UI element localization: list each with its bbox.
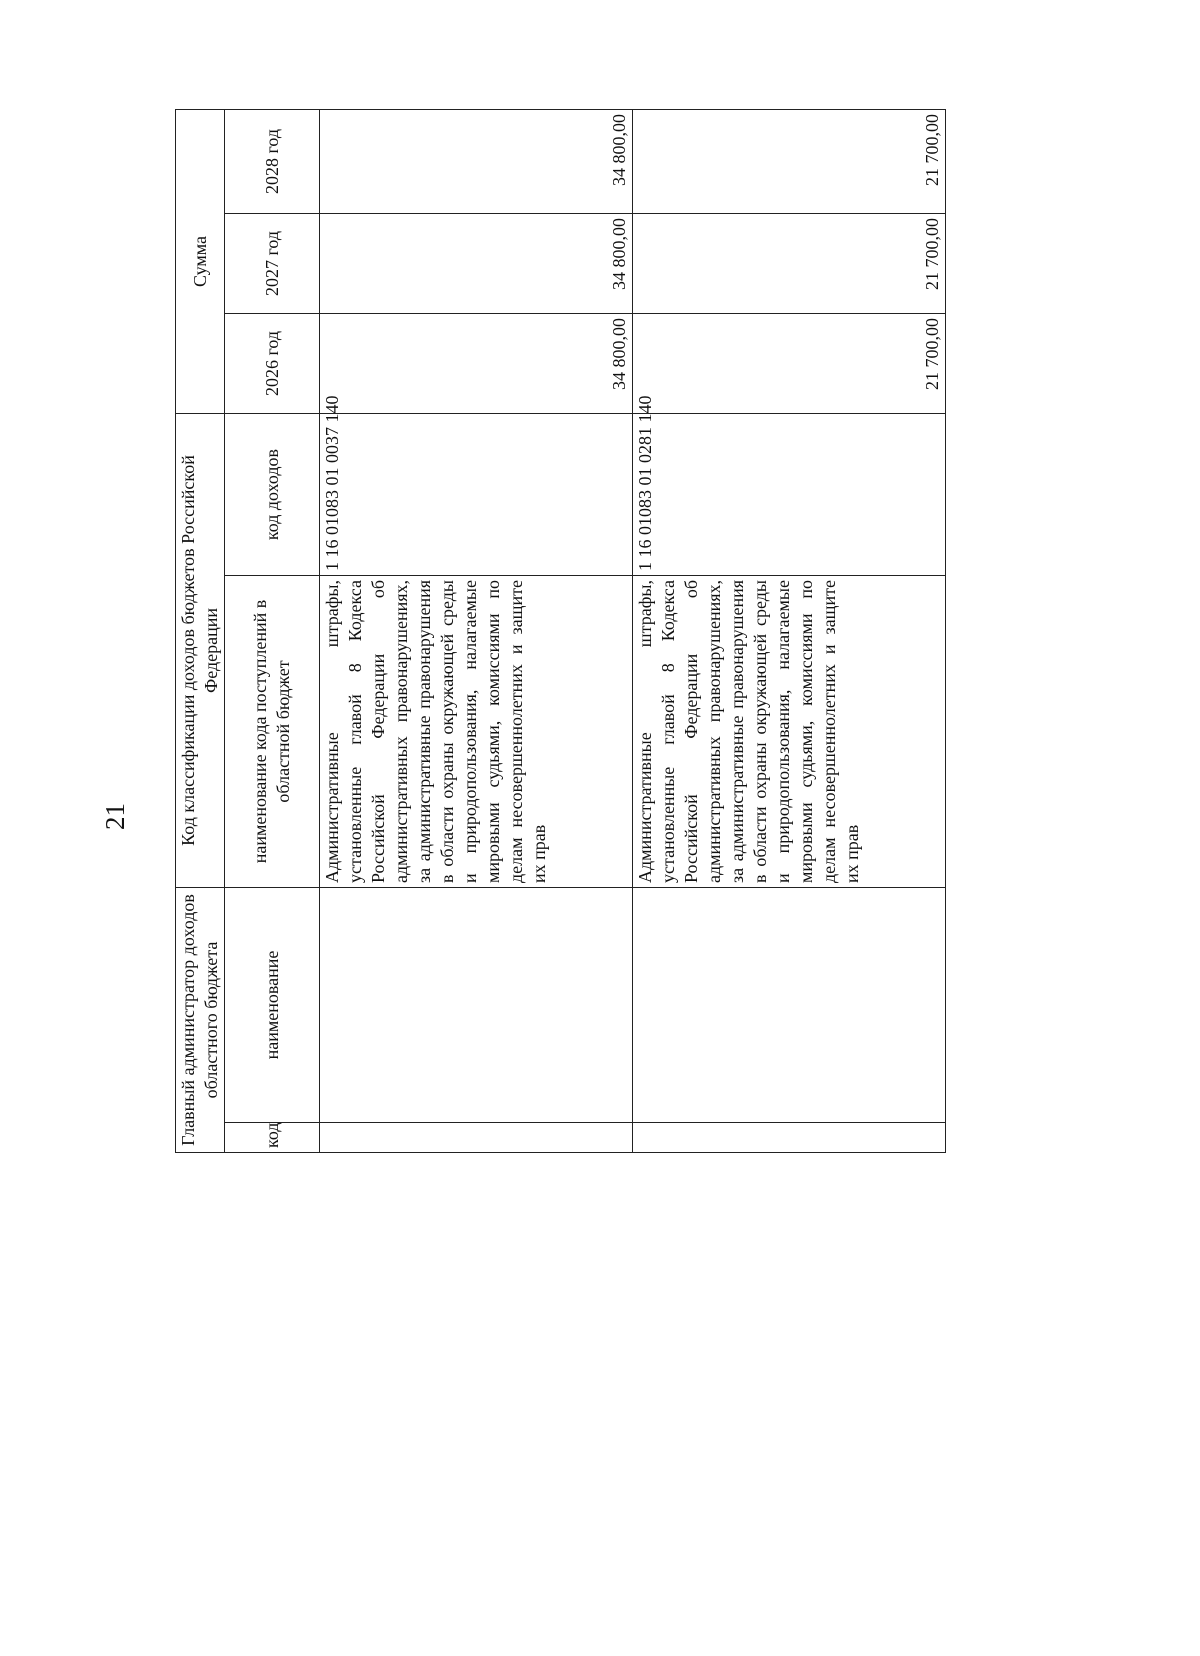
row-income-name: Административные штрафы, установленные главой 8 Кодекса Российской Федерации об административных правонарушениях, за административные правонарушения в области охраны окружающей среды и природопользования, налагаемые мировыми судьями, комиссиями по делам несовершеннолетних и защите их прав [633,576,946,888]
table-row [320,109,633,1152]
row-sum-2028: 21 700,00 [633,109,946,213]
row-admin-name [320,888,633,1123]
header-admin-code: код [225,1123,320,1153]
header-admin-name: наименование [225,888,320,1123]
rotated-table-container [175,110,973,1153]
row-income-name: Административные штрафы, установленные главой 8 Кодекса Российской Федерации об административных правонарушениях, за административные правонарушения в области охраны окружающей среды и природопользования, налагаемые мировыми судьями, комиссиями по делам несовершеннолетних и защите их прав [320,576,633,888]
row-admin-code [320,1123,633,1153]
row-sum-2027: 34 800,00 [320,214,633,314]
row-sum-2026: 21 700,00 [633,314,946,414]
header-income-name: наименование кода поступлений в областной бюджет [225,576,320,888]
header-year-2026: 2026 год [225,314,320,414]
header-classification-group: Код классификации доходов бюджетов Российской Федерации [176,414,225,888]
income-table [175,109,946,1153]
header-year-2027: 2027 год [225,214,320,314]
row-sum-2027: 21 700,00 [633,214,946,314]
row-income-code: 1 16 01083 01 0281 140 [633,414,946,576]
header-row-2 [225,109,320,1152]
header-row-1 [176,109,225,1152]
table-row [633,109,946,1152]
row-income-code: 1 16 01083 01 0037 140 [320,414,633,576]
row-admin-code [633,1123,946,1153]
row-sum-2028: 34 800,00 [320,109,633,213]
page-number: 21 [100,803,130,830]
header-admin-group: Главный администратор доходов областного бюджета [176,888,225,1153]
header-year-2028: 2028 год [225,109,320,213]
row-sum-2026: 34 800,00 [320,314,633,414]
header-income-code: код доходов [225,414,320,576]
header-sum-group: Сумма [176,109,225,413]
row-admin-name [633,888,946,1123]
